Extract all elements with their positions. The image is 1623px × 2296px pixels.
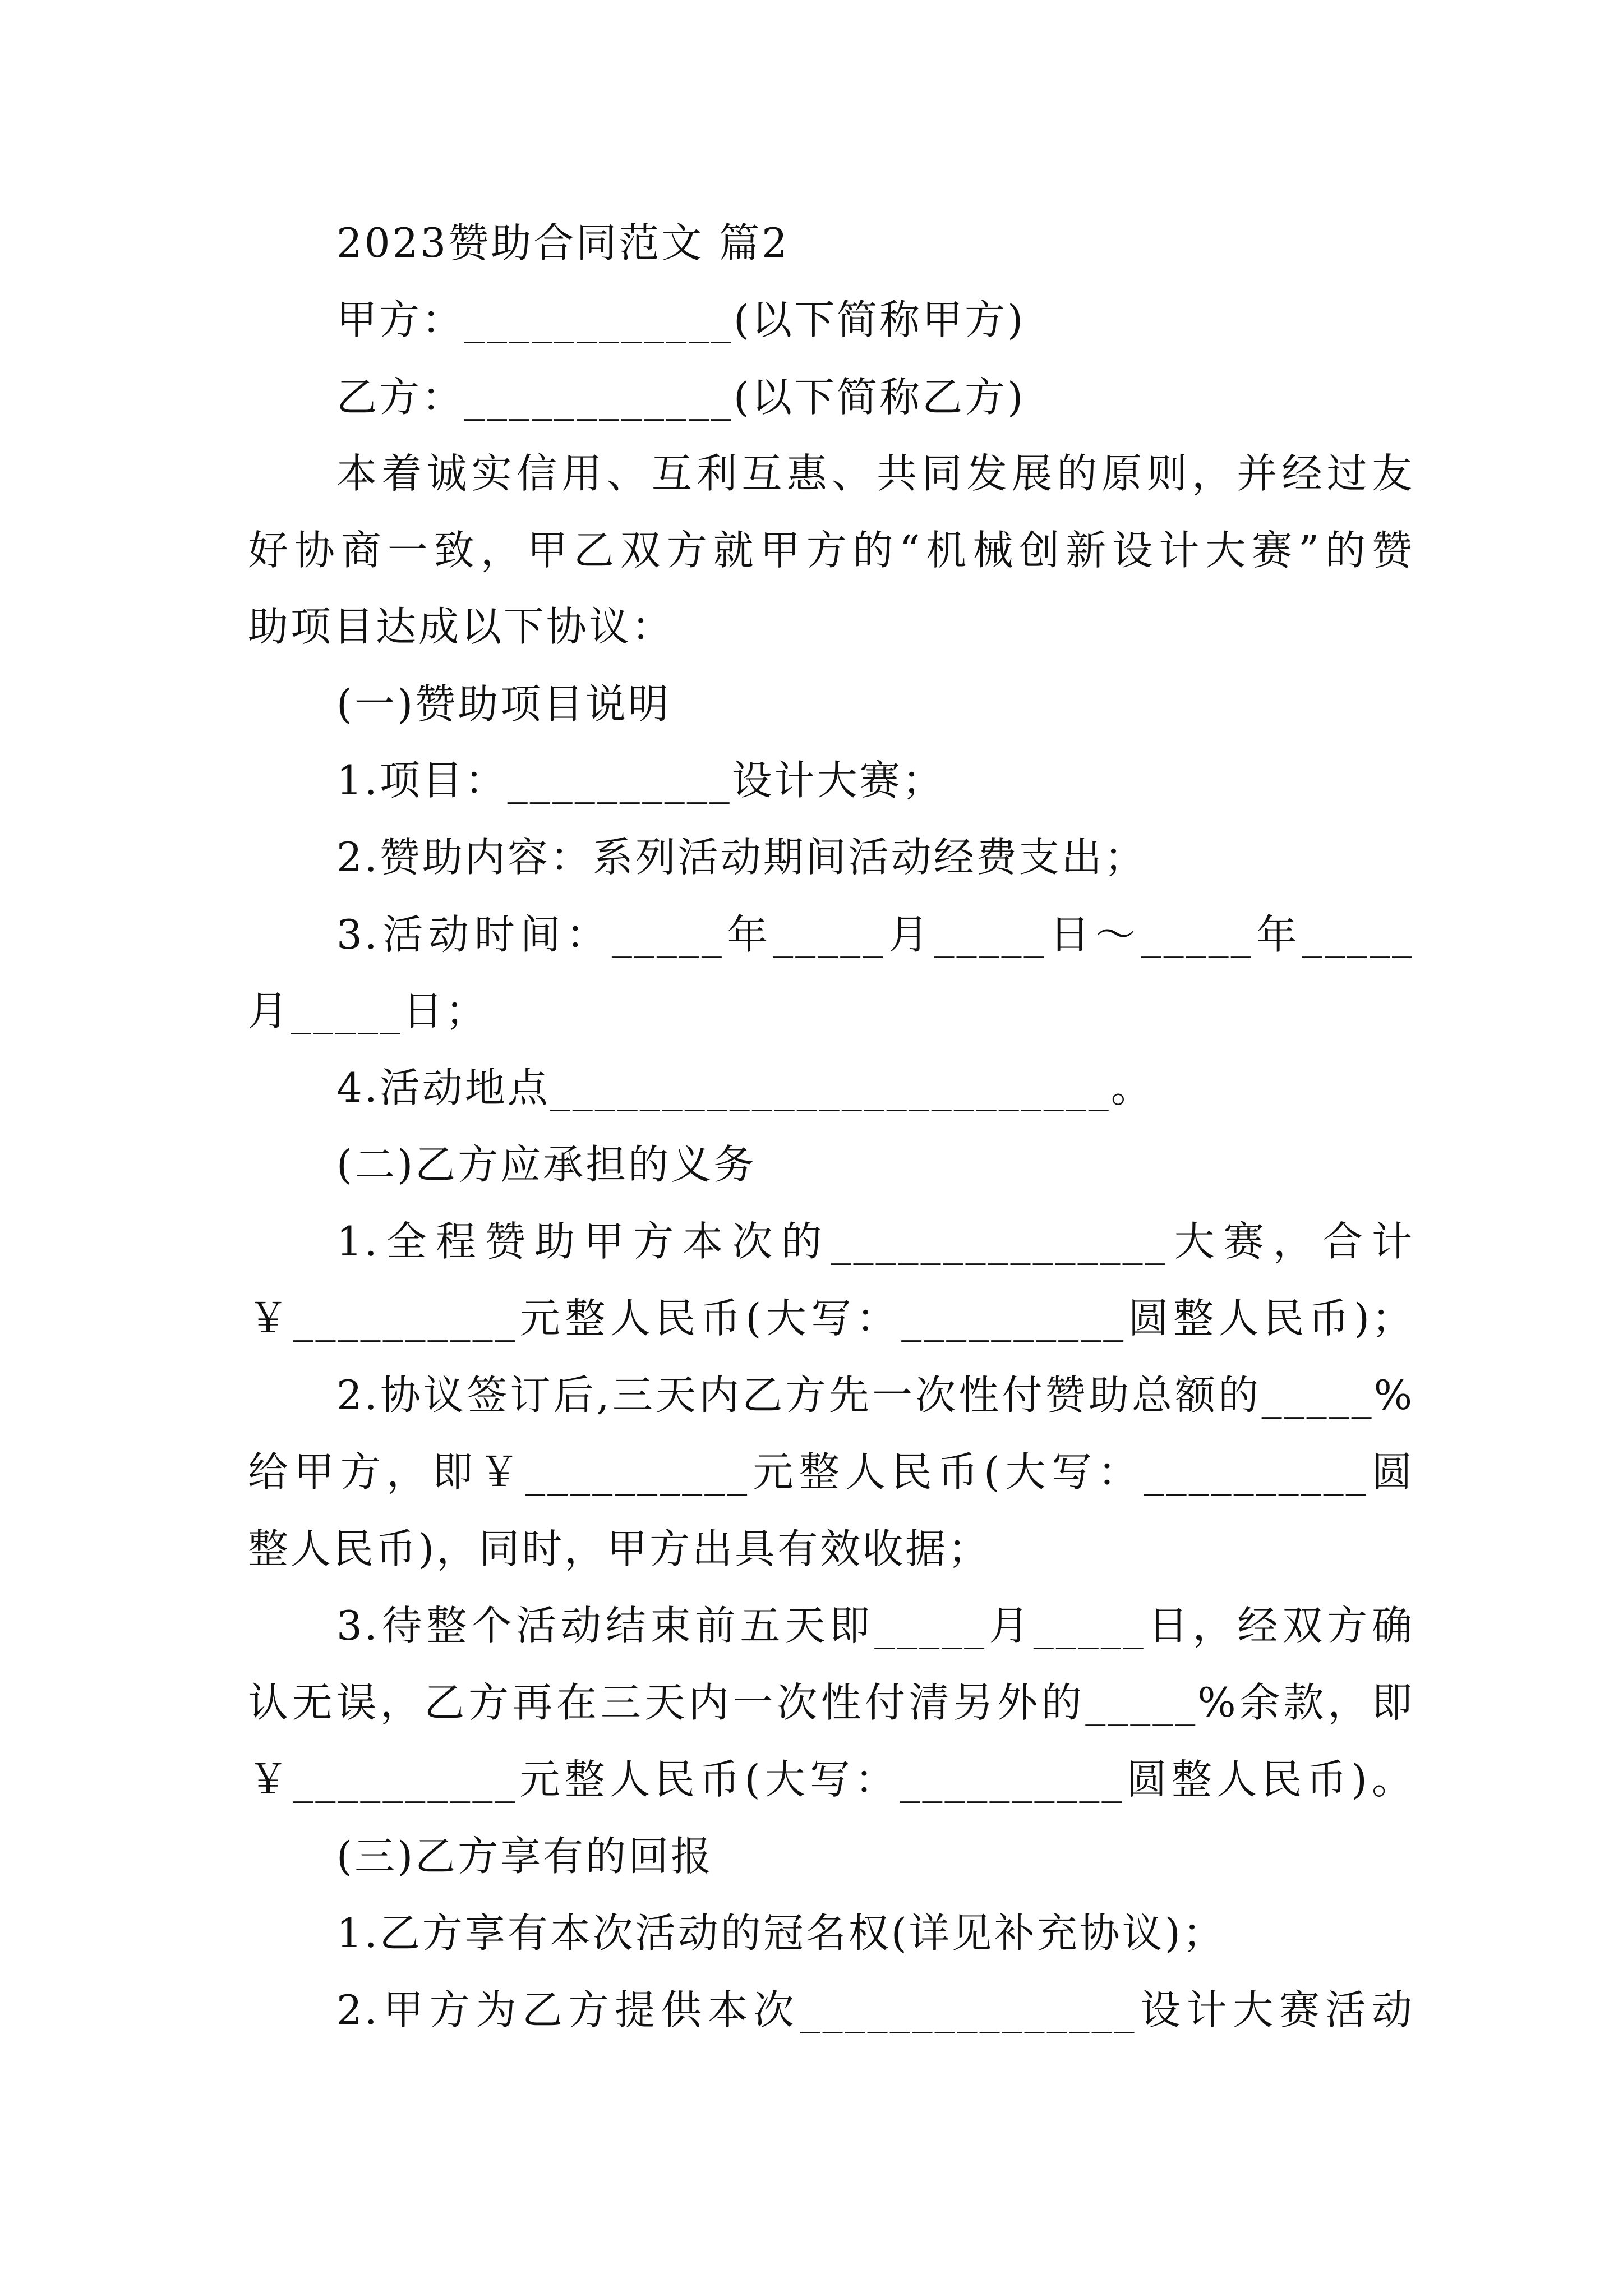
clause-1-3-line-1: 3.活动时间：_____年_____月_____日～_____年_____ [336,911,1414,958]
clause-1-4: 4.活动地点_________________________。 [336,1064,1154,1111]
clause-2-2-line-3: 整人民币)，同时，甲方出具有效收据； [248,1525,991,1572]
party-b-line: 乙方：____________(以下简称乙方) [336,374,1026,421]
clause-3-2-line-1: 2.甲方为乙方提供本次_______________设计大赛活动 [336,1986,1414,2033]
clause-1-3-line-2: 月_____日； [248,987,488,1034]
preamble-line-2: 好协商一致，甲乙双方就甲方的“机械创新设计大赛”的赞 [248,527,1414,574]
clause-2-2-line-2: 给甲方，即￥__________元整人民币(大写：__________圆 [248,1448,1414,1496]
section-heading-2: (二)乙方应承担的义务 [336,1141,757,1188]
section-heading-1: (一)赞助项目说明 [336,680,671,728]
preamble-line-1: 本着诚实信用、互利互惠、共同发展的原则，并经过友 [336,450,1414,497]
document-title: 2023赞助合同范文 篇2 [336,219,790,266]
clause-2-1-line-1: 1.全程赞助甲方本次的_______________大赛，合计 [336,1218,1414,1265]
clause-2-3-line-2: 认无误，乙方再在三天内一次性付清另外的_____%余款，即 [248,1679,1414,1726]
clause-2-3-line-1: 3.待整个活动结束前五天即_____月_____日，经双方确 [336,1602,1414,1649]
clause-1-2: 2.赞助内容：系列活动期间活动经费支出； [336,834,1147,881]
clause-1-1: 1.项目：__________设计大赛； [336,757,945,804]
preamble-line-3: 助项目达成以下协议： [248,603,675,650]
party-a-line: 甲方：____________(以下简称甲方) [336,296,1026,343]
clause-3-1: 1.乙方享有本次活动的冠名权(详见补充协议)； [336,1910,1225,1957]
section-heading-3: (三)乙方享有的回报 [336,1833,714,1880]
clause-2-1-line-2: ￥__________元整人民币(大写：__________圆整人民币)； [248,1295,1414,1342]
clause-2-2-line-1: 2.协议签订后,三天内乙方先一次性付赞助总额的_____% [336,1372,1414,1419]
clause-2-3-line-3: ￥__________元整人民币(大写：__________圆整人民币)。 [248,1756,1414,1803]
